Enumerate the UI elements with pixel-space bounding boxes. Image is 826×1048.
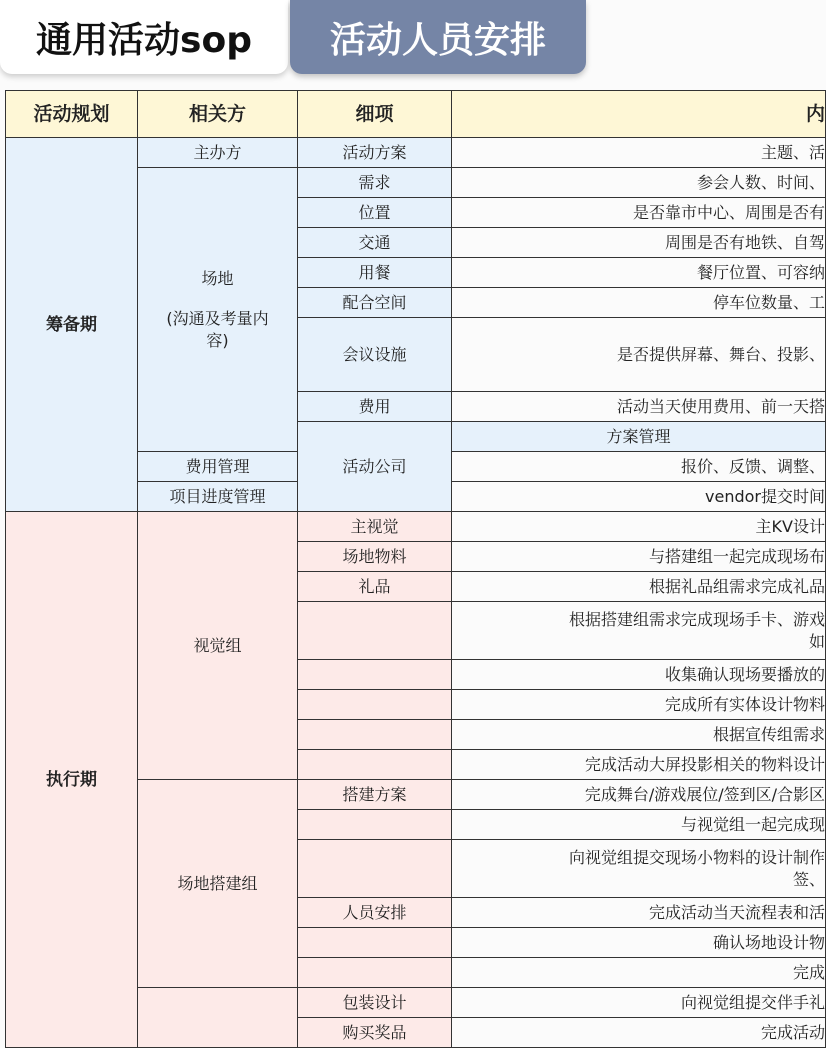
item-cell: 需求 — [298, 168, 452, 198]
tab-staff-arrangement[interactable]: 活动人员安排 — [290, 0, 586, 74]
content-line: 签、 — [792, 869, 825, 889]
item-cell — [298, 690, 452, 720]
content-cell — [452, 840, 826, 898]
tab-general-sop[interactable]: 通用活动sop — [0, 0, 288, 74]
content-cell: 是否提供屏幕、舞台、投影、 — [452, 318, 826, 392]
item-cell — [298, 840, 452, 898]
item-cell — [298, 602, 452, 660]
item-cell: 场地物料 — [298, 542, 452, 572]
sop-table — [5, 90, 826, 1048]
item-cell: 配合空间 — [298, 288, 452, 318]
party-visual: 视觉组 — [138, 512, 298, 780]
header-item: 细项 — [298, 91, 452, 138]
item-cell: 搭建方案 — [298, 780, 452, 810]
content-line: 如 — [808, 631, 825, 651]
sheet-tabs — [0, 0, 750, 82]
content-cell: 根据礼品组需求完成礼品 — [452, 572, 826, 602]
content-cell: 完成活动大屏投影相关的物料设计 — [452, 750, 826, 780]
content-cell: 完成 — [452, 958, 826, 988]
item-cell — [298, 958, 452, 988]
item-cell: 费用 — [298, 392, 452, 422]
content-cell: 完成活动 — [452, 1018, 826, 1048]
item-cell: 活动方案 — [298, 138, 452, 168]
content-cell — [452, 602, 826, 660]
header-party: 相关方 — [138, 91, 298, 138]
header-plan: 活动规划 — [6, 91, 138, 138]
item-cell: 用餐 — [298, 258, 452, 288]
item-cell — [298, 810, 452, 840]
content-cell: 根据宣传组需求 — [452, 720, 826, 750]
party-event-company: 活动公司 — [298, 422, 452, 512]
content-cell: 是否靠市中心、周围是否有 — [452, 198, 826, 228]
party-venue-title: 场地 — [201, 268, 234, 288]
item-cell: 会议设施 — [298, 318, 452, 392]
party-gift — [138, 988, 298, 1048]
item-cell: 购买奖品 — [298, 1018, 452, 1048]
item-cell: 主视觉 — [298, 512, 452, 542]
content-cell: vendor提交时间 — [452, 482, 826, 512]
party-host: 主办方 — [138, 138, 298, 168]
content-cell: 参会人数、时间、 — [452, 168, 826, 198]
item-cell: 费用管理 — [138, 452, 298, 482]
phase-prep: 筹备期 — [6, 138, 138, 512]
content-cell: 餐厅位置、可容纳 — [452, 258, 826, 288]
content-cell: 主题、活 — [452, 138, 826, 168]
item-cell: 包装设计 — [298, 988, 452, 1018]
party-venue-note: (沟通及考量内容) — [166, 308, 269, 350]
content-line: 向视觉组提交现场小物料的设计制作 — [568, 847, 825, 867]
content-cell: 活动当天使用费用、前一天搭 — [452, 392, 826, 422]
item-cell: 交通 — [298, 228, 452, 258]
item-cell: 方案管理 — [452, 422, 826, 452]
content-line: 根据搭建组需求完成现场手卡、游戏 — [568, 609, 825, 629]
item-cell: 项目进度管理 — [138, 482, 298, 512]
content-cell: 报价、反馈、调整、 — [452, 452, 826, 482]
item-cell — [298, 928, 452, 958]
phase-exec: 执行期 — [6, 512, 138, 1048]
content-cell: 周围是否有地铁、自驾 — [452, 228, 826, 258]
item-cell: 人员安排 — [298, 898, 452, 928]
party-venue — [138, 168, 298, 452]
item-cell: 位置 — [298, 198, 452, 228]
party-build: 场地搭建组 — [138, 780, 298, 988]
item-cell — [298, 720, 452, 750]
content-cell: 与搭建组一起完成现场布 — [452, 542, 826, 572]
content-cell: 完成舞台/游戏展位/签到区/合影区 — [452, 780, 826, 810]
item-cell — [298, 660, 452, 690]
content-cell: 向视觉组提交伴手礼 — [452, 988, 826, 1018]
content-cell: 完成所有实体设计物料 — [452, 690, 826, 720]
content-cell: 与视觉组一起完成现 — [452, 810, 826, 840]
content-cell: 收集确认现场要播放的 — [452, 660, 826, 690]
item-cell — [298, 750, 452, 780]
header-row — [6, 91, 826, 138]
content-cell: 主KV设计 — [452, 512, 826, 542]
content-cell: 停车位数量、工 — [452, 288, 826, 318]
content-cell: 完成活动当天流程表和活 — [452, 898, 826, 928]
table-row — [6, 138, 826, 168]
table-row — [6, 512, 826, 542]
header-content: 内 — [452, 91, 826, 138]
content-cell: 确认场地设计物 — [452, 928, 826, 958]
item-cell: 礼品 — [298, 572, 452, 602]
